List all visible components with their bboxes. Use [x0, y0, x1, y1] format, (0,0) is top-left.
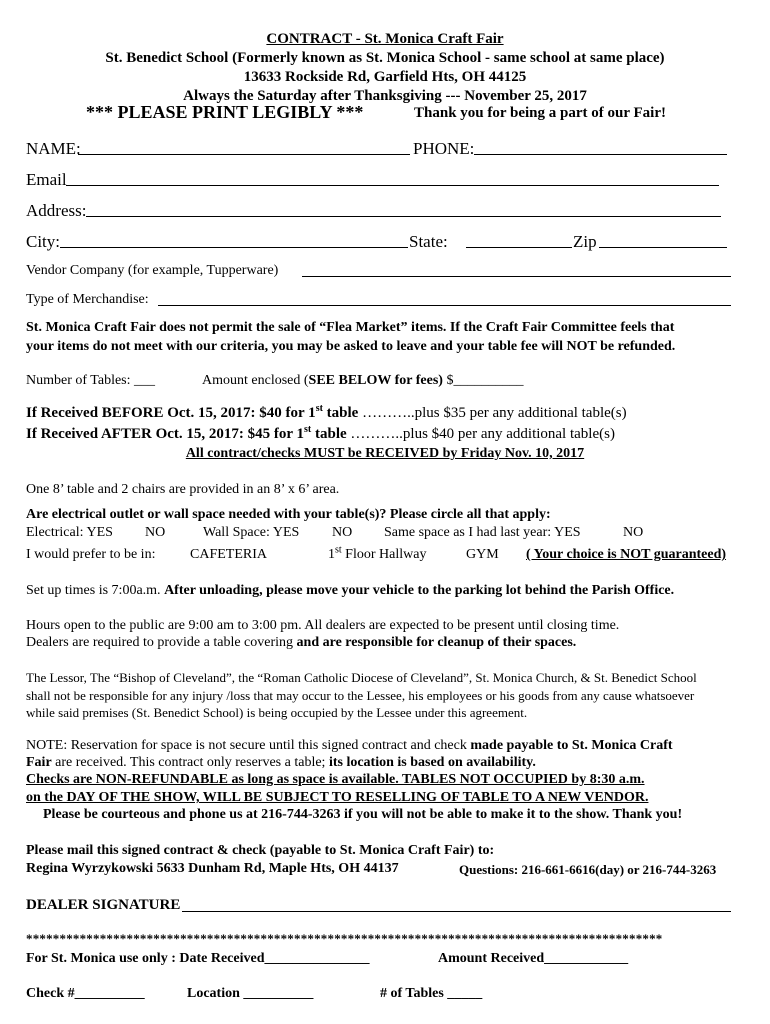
office-number-of-tables: # of Tables _____ [380, 986, 483, 1001]
amount-bold: SEE BELOW for fees) [308, 373, 443, 388]
note-line2 [26, 756, 536, 770]
needs-question: Are electrical outlet or wall space needed with your table(s)? Please circle all that apply: [26, 507, 551, 522]
note-l2-bold2: its location is based on availability. [328, 755, 536, 770]
phone-label: PHONE: [413, 139, 475, 158]
hours-line2 [26, 636, 576, 650]
state-input[interactable] [466, 247, 572, 248]
wall-no: NO [332, 525, 353, 540]
city-input[interactable] [60, 247, 408, 248]
amount-pre: Amount enclosed ( [202, 373, 309, 388]
fee-before-sup: st [315, 403, 323, 414]
same-space-yes: Same space as I had last year: YES [384, 525, 581, 540]
vendor-company-input[interactable] [302, 276, 731, 277]
address-input[interactable] [86, 216, 721, 217]
choice-note: ( Your choice is NOT guaranteed) [526, 547, 727, 562]
lessor-line3: while said premises (St. Benedict School) is being occupied by the Lessee under this agreement. [26, 705, 528, 720]
email-input[interactable] [66, 185, 719, 186]
fee-after-sup: st [304, 424, 312, 435]
note-line3: Checks are NON-REFUNDABLE as long as space is available. TABLES NOT OCCUPIED by 8:30 a.m. [26, 772, 645, 787]
print-legibly: *** PLEASE PRINT LEGIBLY *** [86, 102, 364, 122]
flea-market-line1: St. Monica Craft Fair does not permit the sale of “Flea Market” items. If the Craft Fair Committee feels that [26, 320, 675, 335]
option-gym: GYM [466, 547, 499, 562]
fee-after-rest: ………..plus $40 per any additional table(s) [346, 426, 615, 442]
merchandise-label: Type of Merchandise: [26, 292, 149, 307]
dealer-signature-input[interactable] [182, 911, 731, 912]
fee-after-line [26, 424, 615, 442]
email-label: Email [26, 170, 67, 189]
hours-line2-plain: Dealers are required to provide a table covering [26, 635, 297, 650]
note-l2-plain: are received. This contract only reserves a table; [51, 755, 329, 770]
number-of-tables: Number of Tables: ___ [26, 373, 156, 388]
phone-input[interactable] [474, 154, 727, 155]
electrical-no: NO [145, 525, 166, 540]
floor-post: Floor Hallway [341, 547, 427, 562]
note-l1-bold: made payable to St. Monica Craft [470, 738, 673, 753]
state-label: State: [409, 232, 448, 251]
option-cafeteria: CAFETERIA [190, 547, 267, 562]
office-amount-received: Amount Received____________ [438, 951, 629, 966]
address-label: Address: [26, 201, 87, 220]
city-label: City: [26, 232, 61, 251]
office-location: Location __________ [187, 986, 314, 1001]
date-line: Always the Saturday after Thanksgiving --- November 25, 2017 [183, 88, 587, 104]
electrical-yes: Electrical: YES [26, 525, 113, 540]
amount-post: $__________ [442, 373, 524, 388]
prefer-label: I would prefer to be in: [26, 547, 156, 562]
setup-plain: Set up times is 7:00a.m. [26, 583, 165, 598]
note-line1 [26, 739, 673, 753]
contract-title: CONTRACT - St. Monica Craft Fair [266, 31, 504, 47]
office-check-number: Check #__________ [26, 986, 145, 1001]
separator-stars: *********************************************************************************************** [26, 932, 663, 945]
floor-sup: st [335, 544, 342, 556]
name-label: NAME: [26, 139, 81, 158]
amount-enclosed [202, 374, 523, 388]
flea-market-line2: your items do not meet with our criteria, you may be asked to leave and your table fee will NOT be refunded. [26, 339, 676, 354]
fee-after-bold2: table [311, 426, 347, 442]
mail-line1: Please mail this signed contract & check (payable to St. Monica Craft Fair) to: [26, 843, 495, 858]
dealer-signature-label: DEALER SIGNATURE [26, 897, 181, 913]
lessor-line1: The Lessor, The “Bishop of Cleveland”, the “Roman Catholic Diocese of Cleveland”, St. Monica Church, & St. Benedict School [26, 670, 697, 685]
provided-line: One 8’ table and 2 chairs are provided in an 8’ x 6’ area. [26, 482, 340, 497]
note-l2-bold: Fair [26, 755, 52, 770]
lessor-line2: shall not be responsible for any injury /loss that may occur to the Lessee, his employees or his goods from any cause whatsoever [26, 688, 695, 703]
mail-questions: Questions: 216-661-6616(day) or 216-744-3263 [459, 862, 717, 877]
setup-bold: After unloading, please move your vehicle to the parking lot behind the Parish Office. [164, 583, 675, 598]
note-l1-plain: NOTE: Reservation for space is not secure until this signed contract and check [26, 738, 471, 753]
mail-line2: Regina Wyrzykowski 5633 Dunham Rd, Maple Hts, OH 44137 [26, 861, 399, 876]
name-field-row [26, 139, 81, 159]
hours-line2-bold: and are responsible for cleanup of their spaces. [296, 635, 577, 650]
fee-before-bold: If Received BEFORE Oct. 15, 2017: $40 for 1 [26, 405, 316, 421]
fee-before-rest: ………..plus $35 per any additional table(s) [358, 405, 627, 421]
vendor-company-label: Vendor Company (for example, Tupperware) [26, 263, 279, 278]
merchandise-input[interactable] [158, 305, 731, 306]
hours-line1: Hours open to the public are 9:00 am to 3:00 pm. All dealers are expected to be present until closing time. [26, 618, 620, 633]
name-input[interactable] [78, 154, 410, 155]
note-line4: on the DAY OF THE SHOW, WILL BE SUBJECT TO RESELLING OF TABLE TO A NEW VENDOR. [26, 790, 649, 805]
thanks-line: Thank you for being a part of our Fair! [414, 105, 666, 121]
deadline-line: All contract/checks MUST be RECEIVED by Friday Nov. 10, 2017 [185, 446, 585, 461]
zip-label: Zip [573, 232, 597, 251]
setup-line [26, 584, 674, 598]
floor-pre: 1 [328, 547, 335, 562]
fee-after-bold: If Received AFTER Oct. 15, 2017: $45 for 1 [26, 426, 305, 442]
same-space-no: NO [623, 525, 644, 540]
note-line5: Please be courteous and phone us at 216-744-3263 if you will not be able to make it to the show. Thank you! [43, 807, 683, 822]
fee-before-line [26, 403, 627, 421]
school-line: St. Benedict School (Formerly known as St. Monica School - same school at same place) [105, 50, 665, 66]
fee-before-bold2: table [322, 405, 359, 421]
option-floor-hallway [328, 544, 427, 562]
wall-yes: Wall Space: YES [203, 525, 300, 540]
office-use-date-received: For St. Monica use only : Date Received_______________ [26, 951, 370, 966]
address-line: 13633 Rockside Rd, Garfield Hts, OH 44125 [243, 69, 527, 85]
zip-input[interactable] [599, 247, 727, 248]
